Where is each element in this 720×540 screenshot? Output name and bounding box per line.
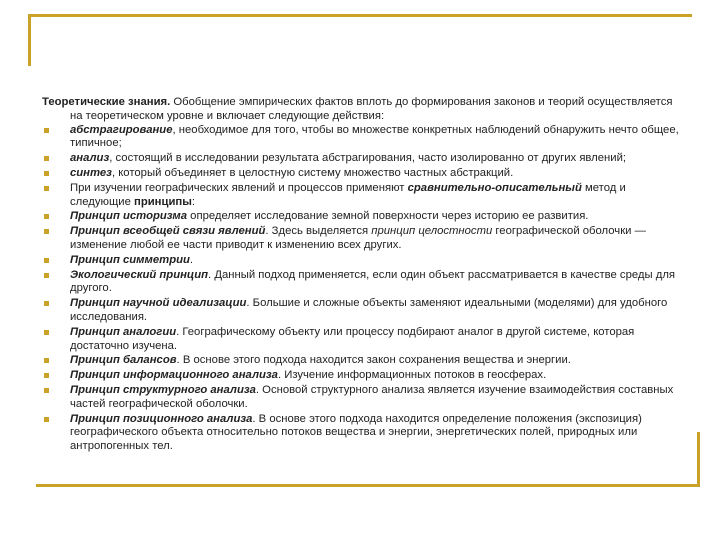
square-bullet-icon <box>44 417 49 422</box>
item-term: Принцип историзма <box>70 210 188 223</box>
square-bullet-icon <box>44 273 49 278</box>
list-item <box>42 326 682 354</box>
item-term: синтез <box>70 166 112 179</box>
list-item <box>42 413 682 454</box>
item-term: Принцип структурного анализа <box>70 383 256 396</box>
item-term: Принцип научной идеализации <box>70 297 247 310</box>
square-bullet-icon <box>44 388 49 393</box>
item-text-continued: географической оболочки — изменение любой ее части приводит к изменению всех других. <box>70 225 646 251</box>
item-text: . Географическому объекту или процессу подбирают аналог в другой системе, которая достаточно изучена. <box>70 325 635 352</box>
item-text: , который объединяет в целостную систему множество частных абстракций. <box>111 166 514 179</box>
square-bullet-icon <box>44 186 49 191</box>
list-item <box>42 269 682 297</box>
intro-text: Обобщение эмпирических фактов вплоть до формирования законов и теорий осуществляется на теоретическом уровне и включает следующие действия: <box>70 96 673 122</box>
item-text: . <box>189 253 194 266</box>
square-bullet-icon <box>44 358 49 363</box>
item-text: , состоящий в исследовании результата абстрагирования, часто изолированно от других явлений; <box>109 152 627 165</box>
frame-left-line <box>28 14 31 66</box>
frame-right-line <box>697 432 700 487</box>
item-term: Принцип всеобщей связи явлений <box>70 225 266 238</box>
intro-paragraph <box>42 96 682 124</box>
list-item <box>42 254 682 268</box>
list-item <box>42 167 682 181</box>
frame-bottom-line <box>36 484 700 487</box>
principles-list <box>42 124 682 454</box>
item-term: Принцип позиционного анализа <box>70 412 253 425</box>
item-emphasis: принцип целостности <box>371 225 493 238</box>
square-bullet-icon <box>44 214 49 219</box>
item-mid-text: метод и следующие <box>70 181 626 208</box>
square-bullet-icon <box>44 373 49 378</box>
item-term: сравнительно-описательный <box>407 181 582 194</box>
square-bullet-icon <box>44 229 49 234</box>
item-term: Принцип симметрии <box>70 253 190 266</box>
item-term: Принцип балансов <box>70 354 177 367</box>
square-bullet-icon <box>44 258 49 263</box>
square-bullet-icon <box>44 301 49 306</box>
item-text: , необходимое для того, чтобы во множестве конкретных наблюдений обнаружить нечто общее, типичное; <box>70 123 679 150</box>
square-bullet-icon <box>44 330 49 335</box>
item-text: определяет исследование земной поверхности через историю ее развития. <box>187 210 589 223</box>
item-term: абстрагирование <box>70 123 173 136</box>
slide-content <box>42 96 682 455</box>
list-item <box>42 210 682 224</box>
frame-top-line <box>28 14 692 17</box>
item-text: . В основе этого подхода находится определение положения (экспозиция) географического объекта относительно потоков вещества и энергии, энергетических полей, природных или антропогенных тел. <box>70 412 642 453</box>
list-item <box>42 354 682 368</box>
item-post-text: : <box>191 195 196 208</box>
item-text: . Данный подход применяется, если один объект рассматривается в качестве среды для другого. <box>70 268 676 295</box>
list-item <box>42 384 682 412</box>
item-text: . Здесь выделяется <box>265 225 372 238</box>
list-item <box>42 124 682 152</box>
item-text: . В основе этого подхода находится закон сохранения вещества и энергии. <box>176 354 571 367</box>
list-item <box>42 152 682 166</box>
item-term: Экологический принцип <box>70 268 209 281</box>
item-text: . Изучение информационных потоков в геосферах. <box>277 369 547 382</box>
intro-term: Теоретические знания. <box>42 96 171 108</box>
item-strong: принципы <box>134 195 192 208</box>
list-item <box>42 297 682 325</box>
item-pre-text: При изучении географических явлений и процессов применяют <box>70 181 408 194</box>
item-text: . Основой структурного анализа является изучение взаимодействия составных частей географической оболочки. <box>70 383 674 410</box>
square-bullet-icon <box>44 156 49 161</box>
item-term: анализ <box>70 152 110 165</box>
square-bullet-icon <box>44 128 49 133</box>
item-term: Принцип аналогии <box>70 325 177 338</box>
list-item <box>42 182 682 210</box>
square-bullet-icon <box>44 171 49 176</box>
item-text: . Большие и сложные объекты заменяют идеальными (моделями) для удобного исследования. <box>70 297 668 323</box>
list-item <box>42 369 682 383</box>
item-term: Принцип информационного анализа <box>70 369 278 382</box>
list-item <box>42 225 682 253</box>
